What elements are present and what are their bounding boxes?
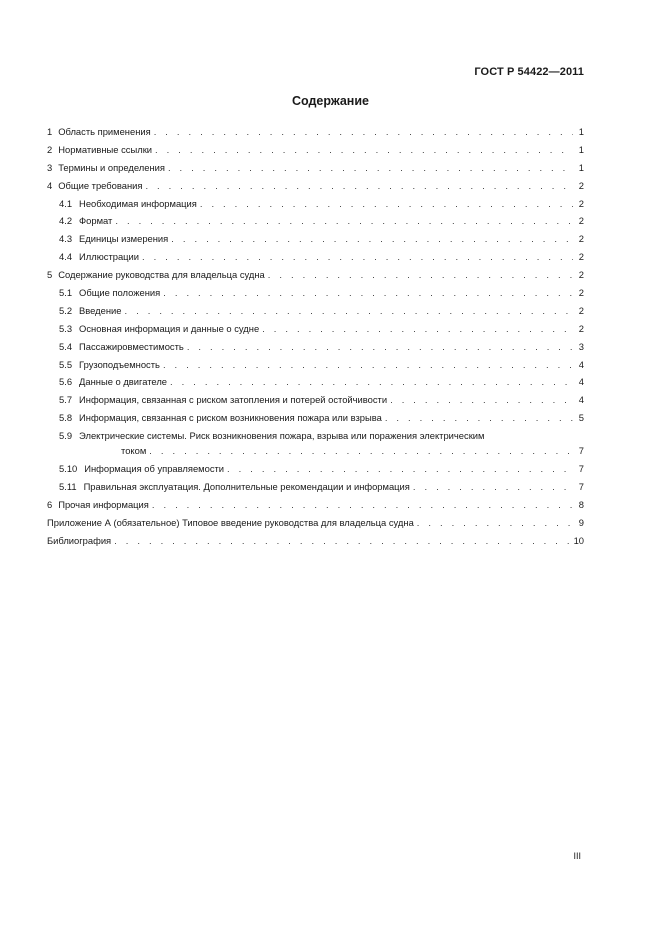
toc-entry-number: 5.1 <box>59 287 73 299</box>
toc-leader-dots <box>115 215 573 226</box>
toc-entry-page: 2 <box>578 233 584 245</box>
toc-entry[interactable] <box>47 305 584 323</box>
toc-entry-title <box>59 323 259 334</box>
toc-entry-page: 1 <box>578 161 584 173</box>
toc-entry-title <box>47 499 149 510</box>
toc-entry-label: Приложение А (обязательное) Типовое введение руководства для владельца судна <box>47 516 414 528</box>
toc-entry-title <box>59 251 139 262</box>
toc-entry[interactable] <box>47 481 584 499</box>
toc-entry-number: 6 <box>47 498 53 510</box>
toc-entry-number: 5.7 <box>59 394 73 406</box>
toc-leader-dots <box>385 412 573 423</box>
toc-entry[interactable] <box>47 126 584 144</box>
toc-entry-number: 5.10 <box>59 463 78 475</box>
toc-leader-dots <box>413 481 573 492</box>
toc-entry-label: Введение <box>79 304 122 316</box>
toc-entry-label: Прочая информация <box>58 498 149 510</box>
toc-entry-title <box>47 269 265 280</box>
toc-entry-number: 5.8 <box>59 412 73 424</box>
toc-entry-label: Данные о двигателе <box>79 376 168 388</box>
toc-entry-title <box>47 162 165 173</box>
toc-entry-label: Электрические системы. Риск возникновения пожара, взрыва или поражения электрическим <box>79 430 485 442</box>
toc-entry[interactable] <box>47 463 584 481</box>
toc-leader-dots <box>154 126 573 137</box>
toc-entry-title <box>59 305 122 316</box>
toc-entry-number: 5.11 <box>59 480 77 492</box>
toc-leader-dots <box>390 394 573 405</box>
toc-entry-label: Нормативные ссылки <box>58 143 153 155</box>
toc-entry-page: 7 <box>578 445 584 457</box>
toc-entry-label-continued: током <box>121 445 147 457</box>
toc-entry-title <box>59 341 184 352</box>
toc-entry-title <box>59 359 160 370</box>
toc-entry-label: Единицы измерения <box>79 233 169 245</box>
toc-entry[interactable] <box>47 180 584 198</box>
toc-entry[interactable] <box>47 430 584 445</box>
toc-entry-label: Общие положения <box>79 287 161 299</box>
toc-entry[interactable] <box>47 394 584 412</box>
toc-entry[interactable] <box>47 287 584 305</box>
toc-entry[interactable] <box>47 269 584 287</box>
toc-entry-number: 4.2 <box>59 215 73 227</box>
toc-entry-title <box>59 412 382 423</box>
toc-entry-page: 5 <box>578 412 584 424</box>
toc-entry-label: Термины и определения <box>58 161 165 173</box>
toc-entry-continuation[interactable] <box>47 445 584 463</box>
toc-leader-dots <box>145 180 573 191</box>
toc-entry[interactable] <box>47 376 584 394</box>
toc-entry-title <box>59 463 224 474</box>
toc-entry-page: 2 <box>578 179 584 191</box>
toc-entry-title <box>47 180 142 191</box>
toc-entry-number: 1 <box>47 126 53 137</box>
toc-entry[interactable] <box>47 323 584 341</box>
toc-entry-number: 5.5 <box>59 358 73 370</box>
toc-entry[interactable] <box>47 162 584 180</box>
toc-entry-title <box>59 376 167 387</box>
toc-entry-page: 4 <box>578 376 584 388</box>
table-of-contents <box>47 126 584 552</box>
toc-title: Содержание <box>291 94 369 108</box>
toc-leader-dots <box>149 445 573 456</box>
document-header: ГОСТ Р 54422—2011 <box>474 66 584 78</box>
toc-leader-dots <box>163 359 573 370</box>
toc-entry-title <box>59 287 160 298</box>
toc-entry[interactable] <box>47 215 584 233</box>
toc-entry-page: 2 <box>578 251 584 263</box>
toc-entry-page: 3 <box>578 340 584 352</box>
toc-leader-dots <box>170 376 573 387</box>
toc-entry-label: Пассажировместимость <box>79 340 184 352</box>
toc-entry-title <box>59 215 112 226</box>
toc-entry-label: Область применения <box>58 126 151 137</box>
toc-entry-page: 4 <box>578 394 584 406</box>
toc-entry-title <box>47 517 414 528</box>
toc-entry-number: 5.4 <box>59 340 73 352</box>
toc-entry-number: 5.3 <box>59 322 73 334</box>
toc-leader-dots <box>163 287 573 298</box>
toc-entry-label: Содержание руководства для владельца судна <box>58 269 265 281</box>
toc-entry-page: 8 <box>578 498 584 510</box>
toc-entry-title <box>47 126 151 137</box>
toc-entry-page: 7 <box>578 480 584 492</box>
toc-entry-label: Иллюстрации <box>79 251 140 263</box>
toc-leader-dots <box>142 251 573 262</box>
toc-entry-page: 1 <box>578 143 584 155</box>
toc-leader-dots <box>268 269 573 280</box>
toc-leader-dots <box>152 499 573 510</box>
toc-entry-page: 9 <box>578 516 584 528</box>
toc-entry-page: 2 <box>578 304 584 316</box>
toc-entry-number: 4.1 <box>59 197 73 209</box>
toc-entry-label: Общие требования <box>58 179 143 191</box>
toc-entry[interactable] <box>47 198 584 216</box>
toc-entry-label: Правильная эксплуатация. Дополнительные рекомендации и информация <box>83 480 410 492</box>
toc-leader-dots <box>171 233 573 244</box>
toc-entry-number: 5.6 <box>59 376 73 388</box>
toc-entry-label: Информация, связанная с риском затопления и потерей остойчивости <box>79 394 388 406</box>
toc-entry[interactable] <box>47 341 584 359</box>
toc-entry[interactable] <box>47 144 584 162</box>
page-number: III <box>573 851 581 861</box>
toc-leader-dots <box>417 517 573 528</box>
toc-entry-title <box>59 394 387 405</box>
toc-entry-number: 2 <box>47 143 53 155</box>
toc-entry-page: 4 <box>578 358 584 370</box>
toc-entry-label: Формат <box>79 215 113 227</box>
toc-leader-dots <box>125 305 574 316</box>
toc-entry[interactable] <box>47 517 584 535</box>
toc-entry-label: Основная информация и данные о судне <box>79 322 260 334</box>
toc-entry[interactable] <box>47 499 584 517</box>
toc-entry-number: 5 <box>47 269 53 281</box>
toc-leader-dots <box>200 198 573 209</box>
toc-entry-number: 5.2 <box>59 304 73 316</box>
toc-entry-number: 4 <box>47 179 53 191</box>
toc-entry[interactable] <box>47 233 584 251</box>
toc-entry-label: Необходимая информация <box>79 197 197 209</box>
toc-entry[interactable] <box>47 359 584 377</box>
toc-leader-dots <box>227 463 573 474</box>
toc-leader-dots <box>168 162 573 173</box>
toc-entry-page: 1 <box>578 126 584 137</box>
toc-entry-number: 4.3 <box>59 233 73 245</box>
toc-leader-dots <box>187 341 573 352</box>
toc-entry-label: Информация об управляемости <box>84 463 225 475</box>
toc-entry-page: 2 <box>578 322 584 334</box>
toc-entry-page: 2 <box>578 197 584 209</box>
toc-entry-page: 10 <box>573 534 584 546</box>
toc-leader-dots <box>155 144 573 155</box>
toc-entry-title <box>59 233 168 244</box>
toc-entry-label: Библиография <box>47 534 112 546</box>
toc-entry-number: 4.4 <box>59 251 73 263</box>
toc-entry-page: 7 <box>578 463 584 475</box>
toc-entry-title <box>59 481 410 492</box>
toc-entry[interactable] <box>47 535 584 553</box>
toc-entry-title <box>47 144 152 155</box>
toc-entry-title <box>47 535 111 546</box>
toc-leader-dots <box>262 323 573 334</box>
toc-entry-title <box>59 430 484 441</box>
toc-entry[interactable] <box>47 251 584 269</box>
toc-entry-page: 2 <box>578 269 584 281</box>
toc-entry[interactable] <box>47 412 584 430</box>
toc-entry-number: 5.9 <box>59 430 73 442</box>
toc-entry-label: Грузоподъемность <box>79 358 160 370</box>
toc-entry-label: Информация, связанная с риском возникновения пожара или взрыва <box>79 412 382 424</box>
toc-entry-page: 2 <box>578 215 584 227</box>
toc-entry-title <box>59 198 197 209</box>
toc-leader-dots <box>114 535 570 546</box>
toc-entry-number: 3 <box>47 161 53 173</box>
toc-entry-page: 2 <box>578 287 584 299</box>
